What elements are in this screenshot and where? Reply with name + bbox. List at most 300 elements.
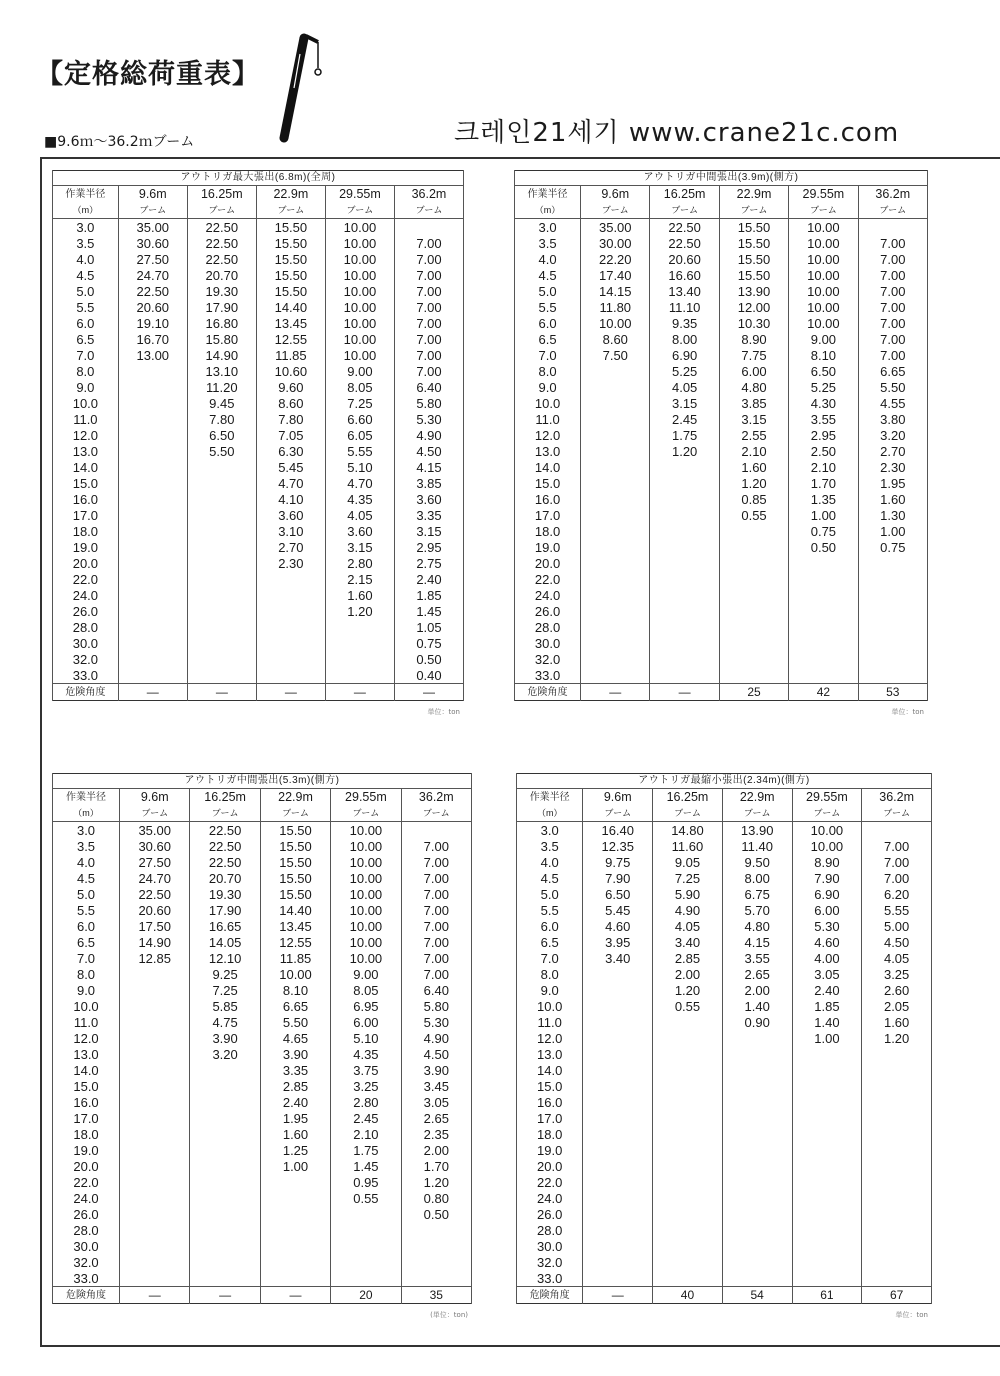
load-cell: 24.70 (118, 267, 187, 283)
load-cell (331, 1270, 401, 1287)
table-row (517, 1238, 932, 1254)
load-cell: 8.00 (650, 331, 719, 347)
danger-angle-cell: — (187, 684, 256, 701)
load-cell (722, 1206, 792, 1222)
load-cell: 3.15 (719, 411, 788, 427)
load-cell (120, 966, 190, 982)
load-cell (187, 571, 256, 587)
load-cell (722, 1030, 792, 1046)
load-cell: 5.45 (583, 902, 653, 918)
load-cell: 1.45 (331, 1158, 401, 1174)
load-cell (650, 539, 719, 555)
radius-cell: 4.5 (517, 870, 583, 886)
load-cell: 3.55 (722, 950, 792, 966)
load-cell (792, 1078, 862, 1094)
danger-angle-cell: 20 (331, 1287, 401, 1304)
load-cell: 7.00 (862, 838, 932, 854)
table-row (515, 635, 928, 651)
boom-word-label: ブーム (858, 202, 927, 219)
boom-length-header: 9.6m (581, 186, 650, 203)
load-cell: 0.85 (719, 491, 788, 507)
load-cell (118, 635, 187, 651)
load-cell: 20.70 (190, 870, 260, 886)
radius-cell: 17.0 (53, 1110, 120, 1126)
load-cell (120, 1238, 190, 1254)
load-table (52, 170, 464, 701)
load-cell: 14.40 (256, 299, 325, 315)
load-cell: 8.05 (331, 982, 401, 998)
radius-unit-label: （m） (517, 805, 583, 822)
load-cell: 10.00 (581, 315, 650, 331)
load-table-max-outrigger (52, 170, 464, 716)
load-cell (653, 1206, 723, 1222)
load-cell: 4.35 (331, 1046, 401, 1062)
load-cell: 10.00 (325, 315, 394, 331)
danger-angle-cell: — (325, 684, 394, 701)
table-title: アウトリガ中間張出(5.3m)(側方) (53, 774, 472, 789)
load-cell (187, 635, 256, 651)
load-cell (581, 395, 650, 411)
table-row (53, 635, 464, 651)
load-cell (862, 1110, 932, 1126)
load-cell: 13.40 (650, 283, 719, 299)
load-cell (583, 1014, 653, 1030)
load-cell: 0.55 (719, 507, 788, 523)
radius-cell: 20.0 (53, 1158, 120, 1174)
load-cell (190, 1142, 260, 1158)
load-cell: 15.50 (256, 267, 325, 283)
load-cell: 7.00 (858, 299, 927, 315)
radius-cell: 3.0 (515, 219, 581, 236)
load-cell: 10.00 (792, 822, 862, 839)
load-cell: 9.00 (325, 363, 394, 379)
load-cell: 7.90 (583, 870, 653, 886)
radius-cell: 22.0 (515, 571, 581, 587)
load-cell: 1.00 (789, 507, 858, 523)
radius-cell: 14.0 (53, 459, 119, 475)
load-cell (650, 619, 719, 635)
boom-length-header: 36.2m (862, 789, 932, 806)
load-cell (118, 475, 187, 491)
load-cell: 8.00 (722, 870, 792, 886)
load-cell: 7.00 (862, 870, 932, 886)
radius-cell: 6.0 (515, 315, 581, 331)
load-cell: 7.00 (858, 251, 927, 267)
boom-length-header: 22.9m (256, 186, 325, 203)
load-cell: 14.05 (190, 934, 260, 950)
load-cell: 2.70 (256, 539, 325, 555)
boom-header-row (53, 186, 464, 203)
load-cell: 13.10 (187, 363, 256, 379)
load-cell (190, 1254, 260, 1270)
load-cell (722, 1174, 792, 1190)
load-cell (789, 635, 858, 651)
load-cell (256, 587, 325, 603)
load-cell (190, 1238, 260, 1254)
load-cell: 6.40 (394, 379, 463, 395)
load-cell (187, 459, 256, 475)
load-cell: 7.00 (394, 235, 463, 251)
table-row (53, 1030, 472, 1046)
table-row (53, 902, 472, 918)
load-cell (722, 1142, 792, 1158)
radius-cell: 5.0 (53, 283, 119, 299)
load-cell (187, 523, 256, 539)
radius-cell: 18.0 (515, 523, 581, 539)
radius-cell: 22.0 (53, 571, 119, 587)
page-title: 【定格総荷重表】 (36, 59, 260, 90)
table-row (53, 1270, 472, 1287)
load-cell (650, 651, 719, 667)
load-cell (187, 475, 256, 491)
table-row (517, 1126, 932, 1142)
load-cell (653, 1094, 723, 1110)
load-cell (187, 587, 256, 603)
radius-cell: 4.0 (53, 854, 120, 870)
load-cell: 20.60 (118, 299, 187, 315)
load-cell: 22.50 (120, 886, 190, 902)
load-cell: 4.65 (260, 1030, 330, 1046)
load-cell (653, 1030, 723, 1046)
load-cell (862, 1174, 932, 1190)
load-cell: 7.00 (394, 299, 463, 315)
load-cell: 3.60 (325, 523, 394, 539)
boom-word-label: ブーム (789, 202, 858, 219)
load-cell: 7.00 (401, 870, 471, 886)
load-cell (401, 1222, 471, 1238)
load-cell: 15.50 (260, 854, 330, 870)
load-cell: 2.85 (653, 950, 723, 966)
load-cell: 35.00 (581, 219, 650, 236)
load-cell (789, 667, 858, 684)
table-row (53, 854, 472, 870)
boom-word-label: ブーム (187, 202, 256, 219)
load-cell (792, 1270, 862, 1287)
danger-angle-label: 危険角度 (53, 684, 119, 701)
load-cell: 15.80 (187, 331, 256, 347)
table-row (53, 555, 464, 571)
load-cell (120, 1222, 190, 1238)
table-row (515, 363, 928, 379)
load-cell (583, 966, 653, 982)
load-cell (256, 619, 325, 635)
table-row (53, 379, 464, 395)
load-cell: 7.00 (394, 363, 463, 379)
load-cell: 6.60 (325, 411, 394, 427)
unit-note: (単位：ton) (430, 1311, 468, 1319)
load-cell: 0.75 (394, 635, 463, 651)
radius-cell: 9.0 (515, 379, 581, 395)
danger-angle-row (53, 684, 464, 701)
radius-cell: 33.0 (515, 667, 581, 684)
load-cell: 3.60 (256, 507, 325, 523)
table-row (53, 886, 472, 902)
load-cell (653, 1110, 723, 1126)
table-row (53, 1158, 472, 1174)
table-row (53, 523, 464, 539)
load-cell: 6.50 (187, 427, 256, 443)
load-cell: 2.40 (792, 982, 862, 998)
radius-cell: 14.0 (517, 1062, 583, 1078)
load-cell (722, 1238, 792, 1254)
load-cell: 4.10 (256, 491, 325, 507)
boom-word-label: ブーム (792, 805, 862, 822)
load-cell: 9.75 (583, 854, 653, 870)
table-row (515, 235, 928, 251)
load-cell: 0.75 (789, 523, 858, 539)
radius-header: 作業半径 (53, 789, 120, 806)
radius-cell: 11.0 (53, 1014, 120, 1030)
load-cell: 27.50 (118, 251, 187, 267)
load-cell (858, 603, 927, 619)
load-cell: 7.00 (401, 886, 471, 902)
load-cell (653, 1270, 723, 1287)
danger-angle-row (515, 684, 928, 701)
frame-left-rule (40, 157, 42, 1347)
radius-cell: 24.0 (53, 1190, 120, 1206)
table-row (517, 982, 932, 998)
radius-cell: 10.0 (515, 395, 581, 411)
table-row (515, 219, 928, 236)
load-cell (719, 651, 788, 667)
load-cell (256, 603, 325, 619)
load-cell: 0.50 (401, 1206, 471, 1222)
load-cell: 10.00 (325, 299, 394, 315)
boom-word-label: ブーム (118, 202, 187, 219)
boom-word-label: ブーム (862, 805, 932, 822)
load-cell (190, 1110, 260, 1126)
load-cell: 4.80 (722, 918, 792, 934)
load-cell: 1.35 (789, 491, 858, 507)
load-cell: 6.90 (792, 886, 862, 902)
table-row (517, 1030, 932, 1046)
load-cell: 10.00 (260, 966, 330, 982)
load-cell: 0.90 (722, 1014, 792, 1030)
load-cell: 6.95 (331, 998, 401, 1014)
table-row (53, 1190, 472, 1206)
load-cell (187, 619, 256, 635)
load-cell (792, 1254, 862, 1270)
load-cell: 2.60 (862, 982, 932, 998)
load-cell: 0.55 (653, 998, 723, 1014)
table-row (53, 459, 464, 475)
frame-bottom-rule (40, 1345, 1000, 1347)
table-row (515, 411, 928, 427)
load-cell (583, 1158, 653, 1174)
load-cell: 3.90 (190, 1030, 260, 1046)
radius-cell: 10.0 (53, 998, 120, 1014)
load-cell (256, 667, 325, 684)
load-cell (862, 1238, 932, 1254)
load-cell: 3.35 (394, 507, 463, 523)
radius-cell: 20.0 (53, 555, 119, 571)
load-cell: 11.80 (581, 299, 650, 315)
load-cell: 7.00 (858, 315, 927, 331)
load-cell: 12.55 (260, 934, 330, 950)
load-cell (256, 571, 325, 587)
load-cell: 3.85 (394, 475, 463, 491)
table-row (53, 443, 464, 459)
table-row (53, 539, 464, 555)
load-cell (120, 982, 190, 998)
load-cell: 12.85 (120, 950, 190, 966)
load-cell: 16.80 (187, 315, 256, 331)
load-cell (862, 1078, 932, 1094)
radius-cell: 6.0 (53, 918, 120, 934)
load-cell (792, 1158, 862, 1174)
load-cell (862, 1094, 932, 1110)
table-row (515, 315, 928, 331)
load-cell: 2.40 (394, 571, 463, 587)
load-cell (583, 998, 653, 1014)
radius-header: 作業半径 (53, 186, 119, 203)
load-cell: 19.30 (190, 886, 260, 902)
table-row (53, 507, 464, 523)
load-cell (719, 539, 788, 555)
radius-cell: 8.0 (53, 363, 119, 379)
load-cell: 2.50 (789, 443, 858, 459)
frame-top-rule (40, 157, 1000, 159)
radius-cell: 26.0 (53, 603, 119, 619)
radius-cell: 9.0 (53, 379, 119, 395)
load-cell (583, 1046, 653, 1062)
danger-angle-label: 危険角度 (53, 1287, 120, 1304)
boom-length-header: 9.6m (583, 789, 653, 806)
load-cell (650, 491, 719, 507)
radius-cell: 28.0 (53, 619, 119, 635)
load-cell: 13.90 (722, 822, 792, 839)
radius-cell: 17.0 (53, 507, 119, 523)
danger-angle-label: 危険角度 (517, 1287, 583, 1304)
radius-cell: 10.0 (53, 395, 119, 411)
table-row (517, 854, 932, 870)
load-cell: 3.35 (260, 1062, 330, 1078)
load-cell: 10.00 (331, 934, 401, 950)
table-row (515, 523, 928, 539)
load-cell: 6.65 (858, 363, 927, 379)
table-row (53, 1222, 472, 1238)
load-cell: 4.50 (862, 934, 932, 950)
load-cell: 11.40 (722, 838, 792, 854)
load-cell: 0.80 (401, 1190, 471, 1206)
load-cell: 10.00 (789, 219, 858, 236)
radius-cell: 13.0 (517, 1046, 583, 1062)
load-cell: 4.50 (394, 443, 463, 459)
load-cell: 4.05 (325, 507, 394, 523)
load-cell (325, 619, 394, 635)
table-row (515, 539, 928, 555)
load-cell (653, 1174, 723, 1190)
table-row (53, 870, 472, 886)
table-row (517, 838, 932, 854)
radius-cell: 5.5 (53, 299, 119, 315)
load-table (514, 170, 928, 701)
load-cell: 4.00 (792, 950, 862, 966)
radius-cell: 10.0 (517, 998, 583, 1014)
table-row (517, 1142, 932, 1158)
load-cell (581, 619, 650, 635)
table-row (517, 1174, 932, 1190)
load-cell: 7.00 (394, 283, 463, 299)
load-cell: 9.50 (722, 854, 792, 870)
table-row (53, 619, 464, 635)
load-cell (722, 1078, 792, 1094)
load-cell (118, 555, 187, 571)
load-cell (722, 1158, 792, 1174)
load-cell: 1.70 (789, 475, 858, 491)
load-cell: 5.55 (325, 443, 394, 459)
load-cell: 1.00 (260, 1158, 330, 1174)
table-row (53, 1238, 472, 1254)
load-cell: 3.85 (719, 395, 788, 411)
load-cell (789, 571, 858, 587)
load-cell (394, 219, 463, 236)
load-cell (583, 1270, 653, 1287)
load-cell: 7.00 (858, 331, 927, 347)
load-cell (858, 651, 927, 667)
load-cell (581, 411, 650, 427)
load-table (516, 773, 932, 1304)
radius-cell: 33.0 (53, 1270, 120, 1287)
radius-cell: 4.0 (515, 251, 581, 267)
table-title: アウトリガ最大張出(6.8m)(全周) (53, 171, 464, 186)
radius-cell: 30.0 (515, 635, 581, 651)
load-cell: 3.55 (789, 411, 858, 427)
load-cell: 30.60 (118, 235, 187, 251)
table-row (53, 315, 464, 331)
load-cell: 7.25 (325, 395, 394, 411)
radius-cell: 4.5 (515, 267, 581, 283)
load-cell: 15.50 (256, 219, 325, 236)
load-cell: 13.90 (719, 283, 788, 299)
load-cell (583, 1078, 653, 1094)
load-cell: 9.00 (331, 966, 401, 982)
load-cell: 7.75 (719, 347, 788, 363)
boom-length-header: 9.6m (118, 186, 187, 203)
load-cell: 1.20 (862, 1030, 932, 1046)
load-cell (583, 1062, 653, 1078)
load-cell: 5.50 (260, 1014, 330, 1030)
radius-cell: 18.0 (517, 1126, 583, 1142)
table-row (53, 475, 464, 491)
load-cell: 0.95 (331, 1174, 401, 1190)
load-cell: 7.80 (187, 411, 256, 427)
radius-cell: 16.0 (517, 1094, 583, 1110)
radius-cell: 3.5 (517, 838, 583, 854)
load-cell: 4.05 (653, 918, 723, 934)
load-cell: 11.60 (653, 838, 723, 854)
table-row (517, 870, 932, 886)
radius-cell: 24.0 (517, 1190, 583, 1206)
load-cell (120, 1254, 190, 1270)
load-cell: 10.00 (331, 838, 401, 854)
radius-cell: 19.0 (515, 539, 581, 555)
load-cell: 0.40 (394, 667, 463, 684)
load-cell (792, 1046, 862, 1062)
radius-cell: 19.0 (517, 1142, 583, 1158)
boom-range-subtitle: ■9.6ｍ〜36.2ｍブーム (44, 134, 195, 150)
radius-cell: 19.0 (53, 1142, 120, 1158)
load-cell: 12.55 (256, 331, 325, 347)
radius-cell: 6.0 (53, 315, 119, 331)
load-cell: 7.00 (858, 347, 927, 363)
danger-angle-cell: — (581, 684, 650, 701)
boom-length-header: 22.9m (260, 789, 330, 806)
table-row (53, 1110, 472, 1126)
load-cell (187, 651, 256, 667)
load-cell (789, 619, 858, 635)
table-row (53, 219, 464, 236)
